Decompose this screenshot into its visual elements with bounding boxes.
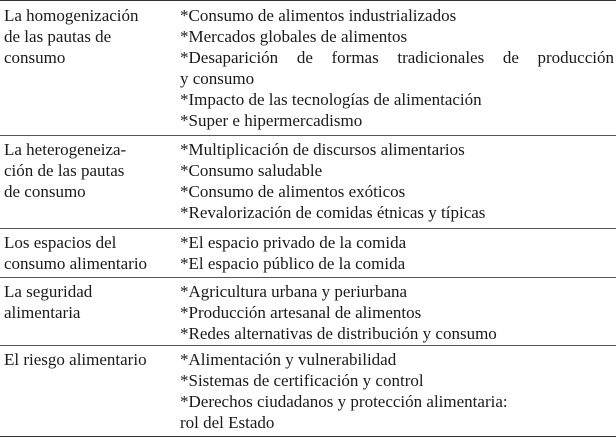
items-cell — [180, 139, 614, 223]
item-line: *Revalorización de comidas étnicas y típicas — [180, 203, 486, 222]
item-line: *Producción artesanal de alimentos — [180, 303, 422, 322]
row-divider — [0, 345, 616, 346]
topic-line: de las pautas de — [4, 27, 112, 46]
item-line: *Derechos ciudadanos y protección alimentaria: — [180, 392, 508, 411]
item-line: *Desaparición de formas tradicionales de producción — [180, 48, 614, 67]
table-top-rule — [0, 0, 616, 1]
item-line: *Mercados globales de alimentos — [180, 27, 408, 46]
topic-line: consumo — [4, 48, 66, 67]
topic-line: La seguridad — [4, 282, 93, 301]
table-bottom-rule — [0, 436, 616, 437]
topic-line: Los espacios del — [4, 233, 117, 252]
item-line: *Alimentación y vulnerabilidad — [180, 350, 397, 369]
item-line: rol del Estado — [180, 413, 275, 432]
topic-line: El riesgo alimentario — [4, 350, 147, 369]
item-line: *Impacto de las tecnologías de alimentación — [180, 90, 482, 109]
topic-cell — [4, 5, 174, 68]
item-line: *Super e hipermercadismo — [180, 111, 363, 130]
item-line: *Agricultura urbana y periurbana — [180, 282, 408, 301]
topic-cell — [4, 281, 174, 323]
item-line: *Sistemas de certificación y control — [180, 371, 424, 390]
item-line: *Multiplicación de discursos alimentarios — [180, 140, 465, 159]
item-line: y consumo — [180, 69, 255, 88]
topic-cell — [4, 349, 174, 370]
topic-cell — [4, 232, 174, 274]
item-line: *El espacio privado de la comida — [180, 233, 407, 252]
items-cell — [180, 5, 614, 131]
item-line: *Consumo saludable — [180, 161, 323, 180]
topic-line: La heterogeneiza- — [4, 140, 127, 159]
row-divider — [0, 277, 616, 278]
items-cell — [180, 349, 614, 433]
items-cell — [180, 232, 614, 274]
topic-line: alimentaria — [4, 303, 81, 322]
topic-line: La homogenización — [4, 6, 139, 25]
topic-line: consumo alimentario — [4, 254, 148, 273]
item-line: *El espacio público de la comida — [180, 254, 406, 273]
row-divider — [0, 228, 616, 229]
item-line: *Consumo de alimentos industrializados — [180, 6, 457, 25]
item-line: *Redes alternativas de distribución y consumo — [180, 324, 497, 343]
row-divider — [0, 135, 616, 136]
topic-cell — [4, 139, 174, 202]
item-line: *Consumo de alimentos exóticos — [180, 182, 406, 201]
items-cell — [180, 281, 614, 344]
topic-line: ción de las pautas — [4, 161, 125, 180]
topic-line: de consumo — [4, 182, 86, 201]
